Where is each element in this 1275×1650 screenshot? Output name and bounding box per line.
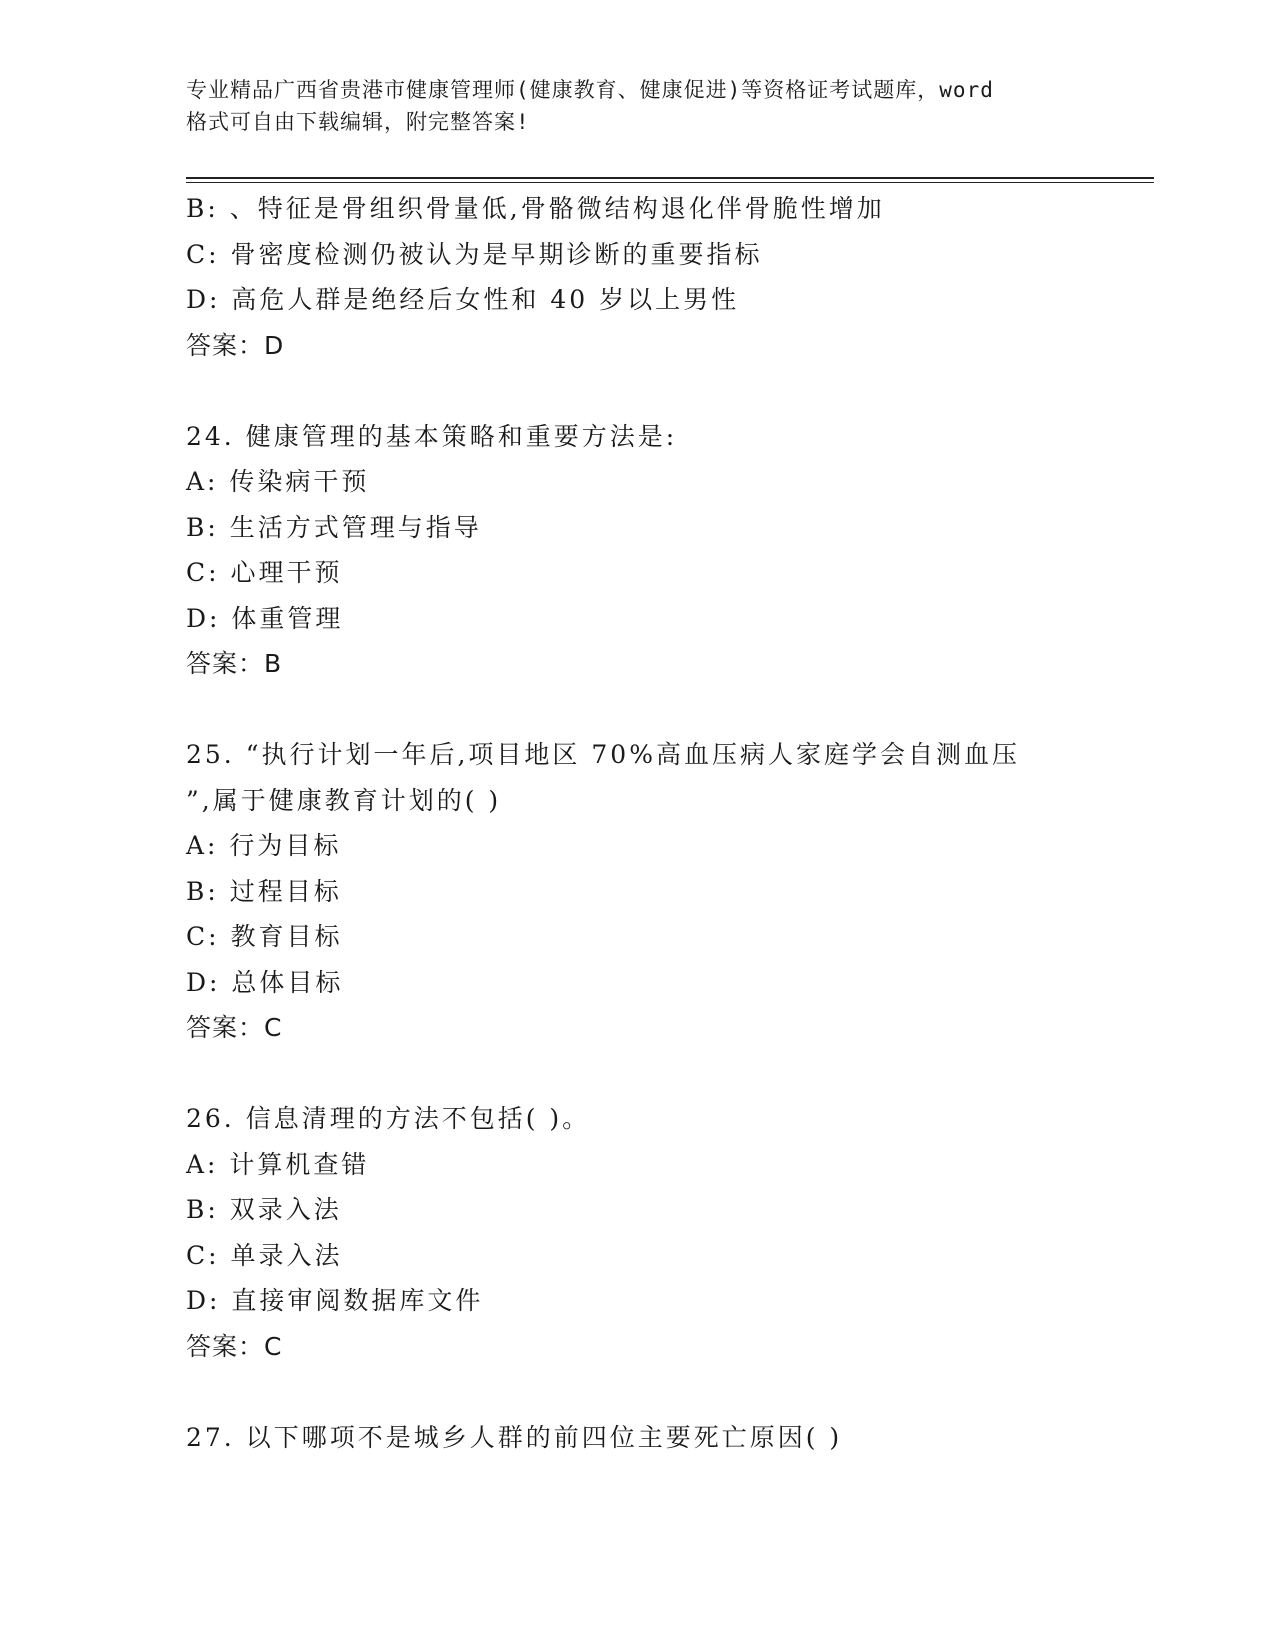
question-text: 25. “执行计划一年后,项目地区 70%高血压病人家庭学会自测血压 xyxy=(186,740,1020,769)
option-c: C: 心理干预 xyxy=(186,558,343,587)
option-d: D: 直接审阅数据库文件 xyxy=(186,1286,484,1315)
option-a: A: 计算机查错 xyxy=(186,1149,370,1179)
document-header xyxy=(186,74,1086,138)
question-26 xyxy=(186,1096,1154,1369)
option-c: C: 骨密度检测仍被认为是早期诊断的重要指标 xyxy=(186,239,763,269)
answer: 答案：C xyxy=(186,1331,283,1361)
header-line-2: 格式可自由下载编辑，附完整答案! xyxy=(186,110,530,134)
question-list xyxy=(186,186,1154,1460)
question-23 xyxy=(186,186,1154,368)
option-a: A: 行为目标 xyxy=(186,831,342,860)
option-b: B: 生活方式管理与指导 xyxy=(186,512,482,542)
question-text: 26. 信息清理的方法不包括( )。 xyxy=(186,1104,591,1133)
header-divider-thin xyxy=(186,182,1154,183)
option-d: D: 总体目标 xyxy=(186,967,344,997)
option-d: D: 高危人群是绝经后女性和 40 岁以上男性 xyxy=(186,285,740,314)
option-b: B: 、特征是骨组织骨量低,骨骼微结构退化伴骨脆性增加 xyxy=(186,194,885,223)
option-b: B: 过程目标 xyxy=(186,876,342,906)
option-d: D: 体重管理 xyxy=(186,603,344,633)
answer: 答案：B xyxy=(186,649,283,678)
header-line-1: 专业精品广西省贵港市健康管理师(健康教育、健康促进)等资格证考试题库，word xyxy=(186,78,994,102)
header-divider xyxy=(186,177,1154,179)
option-b: B: 双录入法 xyxy=(186,1195,342,1224)
answer: 答案：D xyxy=(186,330,285,360)
question-24 xyxy=(186,414,1154,687)
option-c: C: 教育目标 xyxy=(186,922,343,951)
question-text-continued: ”,属于健康教育计划的( ) xyxy=(186,785,502,815)
option-c: C: 单录入法 xyxy=(186,1240,343,1270)
question-25 xyxy=(186,732,1154,1051)
question-27 xyxy=(186,1415,1154,1461)
answer: 答案：C xyxy=(186,1013,283,1042)
question-text: 27. 以下哪项不是城乡人群的前四位主要死亡原因( ) xyxy=(186,1422,843,1452)
option-a: A: 传染病干预 xyxy=(186,467,370,496)
question-text: 24. 健康管理的基本策略和重要方法是: xyxy=(186,421,678,451)
